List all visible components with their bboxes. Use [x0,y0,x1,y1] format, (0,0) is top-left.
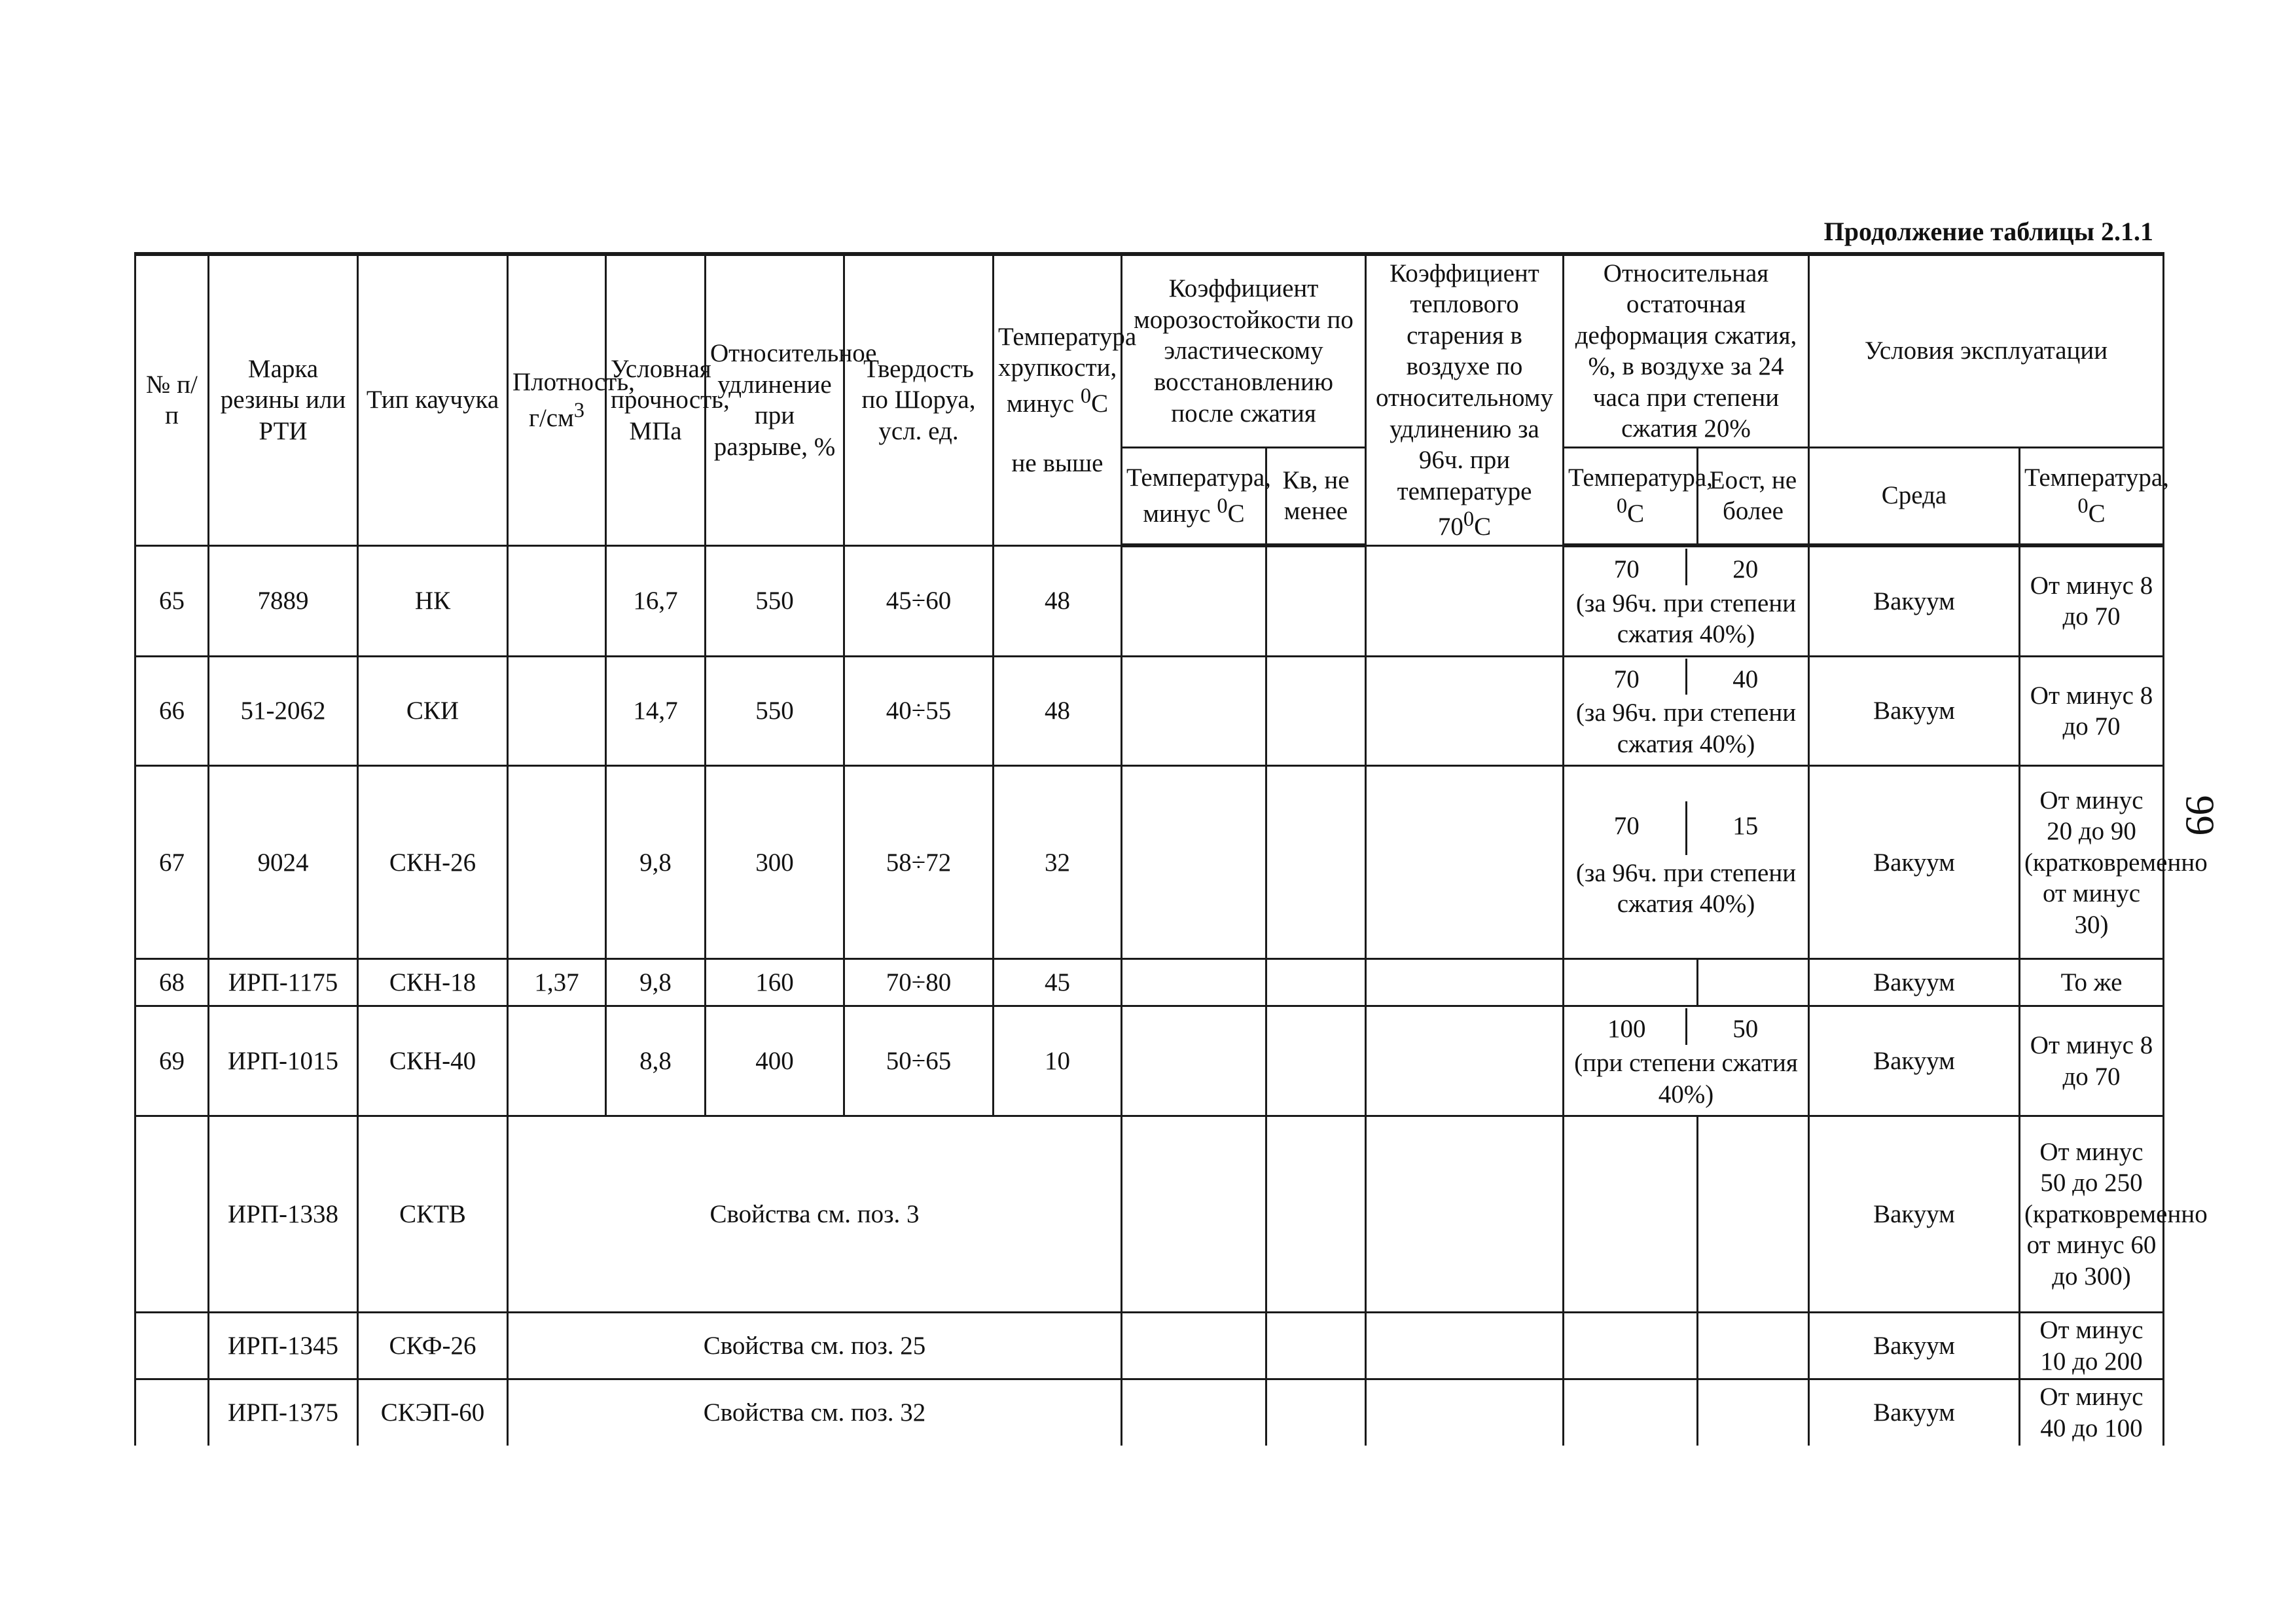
cell-op-temp: От минус 20 до 90 (кратковременно от минус 30) [2020,766,2164,959]
cell-frost-temp [1122,1313,1266,1379]
cell-rubber-type: НК [358,545,508,656]
cell-num [135,1313,209,1379]
cell-medium: Вакуум [1809,766,2020,959]
table-row [135,1006,2164,1116]
cell-frost-temp [1122,1006,1266,1116]
table-row [135,1313,2164,1379]
cell-compression-note: (при степени сжатия 40%) [1574,1049,1798,1108]
cell-aging [1366,656,1564,766]
cell-compression-note: (за 96ч. при степени сжатия 40%) [1575,699,1797,758]
cell-num: 66 [135,656,209,766]
cell-compression-set [1564,766,1809,959]
header-brittle-temp: Температура хрупкости, минус $^0$С не выше [994,254,1122,545]
cell-op-temp: От минус 8 до 70 [2020,656,2164,766]
header-compression-temp: Температура, $^0$С [1564,447,1698,545]
cell-num: 67 [135,766,209,959]
header-density: Плотность, $г/см^3$ [508,254,606,545]
cell-compression-temp: 100 [1568,1008,1687,1045]
header-frost-kv: Кв, не менее [1266,447,1366,545]
cell-strength: 9,8 [606,959,706,1006]
cell-compression-temp [1564,1379,1698,1446]
cell-properties-reference: Свойства см. поз. 3 [508,1116,1122,1313]
cell-grade: ИРП-1175 [209,959,358,1006]
cell-compression-eost [1698,1313,1809,1379]
cell-medium: Вакуум [1809,545,2020,656]
header-num: № п/п [135,254,209,545]
cell-rubber-type: СКФ-26 [358,1313,508,1379]
cell-compression-temp [1564,1116,1698,1313]
cell-aging [1366,959,1564,1006]
cell-grade: ИРП-1015 [209,1006,358,1116]
cell-rubber-type: СКТВ [358,1116,508,1313]
cell-properties-reference: Свойства см. поз. 32 [508,1379,1122,1446]
header-frost-coefficient: Коэффициент морозостойкости по эластическому восстановлению после сжатия [1122,254,1366,447]
header-elongation: Относительное удлинение при разрыве, % [706,254,844,545]
cell-frost-temp [1122,656,1266,766]
cell-compression-eost [1698,959,1809,1006]
cell-medium: Вакуум [1809,959,2020,1006]
cell-frost-kv [1266,766,1366,959]
cell-strength: 16,7 [606,545,706,656]
cell-grade: ИРП-1345 [209,1313,358,1379]
cell-elongation: 550 [706,545,844,656]
cell-compression-note: (за 96ч. при степени сжатия 40%) [1575,589,1797,649]
cell-rubber-type: СКЭП-60 [358,1379,508,1446]
cell-num [135,1379,209,1446]
cell-hardness: 40÷55 [844,656,994,766]
cell-hardness: 45÷60 [844,545,994,656]
cell-compression-temp: 70 [1568,659,1687,695]
cell-grade: ИРП-1338 [209,1116,358,1313]
cell-compression-eost [1698,1116,1809,1313]
table-row [135,766,2164,959]
cell-density [508,766,606,959]
cell-elongation: 160 [706,959,844,1006]
header-operation-conditions: Условия эксплуатации [1809,254,2164,447]
cell-grade: 9024 [209,766,358,959]
cell-op-temp: От минус 8 до 70 [2020,545,2164,656]
cell-brittle-temp: 48 [994,545,1122,656]
cell-compression-eost: 20 [1732,555,1759,583]
cell-aging [1366,1116,1564,1313]
cell-num: 68 [135,959,209,1006]
header-strength: Условная прочность, МПа [606,254,706,545]
cell-frost-temp [1122,1116,1266,1313]
cell-compression-temp: 70 [1568,549,1687,585]
cell-aging [1366,1379,1564,1446]
cell-op-temp: От минус 50 до 250 (кратковременно от минус 60 до 300) [2020,1116,2164,1313]
cell-compression-set [1564,545,1809,656]
cell-compression-eost: 40 [1732,665,1759,693]
cell-rubber-type: СКН-26 [358,766,508,959]
header-frost-temp: Температура, минус $^0$С [1122,447,1266,545]
cell-compression-eost [1698,1379,1809,1446]
cell-frost-temp [1122,959,1266,1006]
cell-hardness: 70÷80 [844,959,994,1006]
cell-frost-kv [1266,959,1366,1006]
table-row [135,656,2164,766]
cell-strength: 14,7 [606,656,706,766]
cell-elongation: 550 [706,656,844,766]
header-grade: Марка резины или РТИ [209,254,358,545]
cell-frost-temp [1122,1379,1266,1446]
cell-medium: Вакуум [1809,1006,2020,1116]
header-compression-eost: Еост, не более [1698,447,1809,545]
cell-op-temp: То же [2020,959,2164,1006]
cell-density [508,545,606,656]
cell-compression-note: (за 96ч. при степени сжатия 40%) [1575,858,1797,919]
cell-frost-kv [1266,1116,1366,1313]
cell-aging [1366,766,1564,959]
header-hardness: Твердость по Шоруа, усл. ед. [844,254,994,545]
cell-frost-kv [1266,656,1366,766]
cell-frost-kv [1266,545,1366,656]
cell-compression-set [1564,656,1809,766]
cell-brittle-temp: 32 [994,766,1122,959]
table-row [135,1116,2164,1313]
cell-rubber-type: СКН-18 [358,959,508,1006]
cell-num: 65 [135,545,209,656]
cell-density [508,656,606,766]
cell-medium: Вакуум [1809,656,2020,766]
cell-aging [1366,1006,1564,1116]
cell-rubber-type: СКИ [358,656,508,766]
cell-op-temp: От минус 40 до 100 [2020,1379,2164,1446]
cell-num [135,1116,209,1313]
cell-medium: Вакуум [1809,1313,2020,1379]
cell-brittle-temp: 45 [994,959,1122,1006]
cell-elongation: 400 [706,1006,844,1116]
table-row [135,545,2164,656]
cell-compression-set [1564,1006,1809,1116]
cell-compression-temp [1564,1313,1698,1379]
cell-grade: 51-2062 [209,656,358,766]
header-compression-set: Относительная остаточная деформация сжатия, %, в воздухе за 24 часа при степени сжатия 20% [1564,254,1809,447]
cell-frost-temp [1122,545,1266,656]
cell-brittle-temp: 10 [994,1006,1122,1116]
cell-op-temp: От минус 8 до 70 [2020,1006,2164,1116]
table-caption: Продолжение таблицы 2.1.1 [1823,217,2153,246]
cell-medium: Вакуум [1809,1116,2020,1313]
cell-frost-kv [1266,1379,1366,1446]
cell-elongation: 300 [706,766,844,959]
header-rubber-type: Тип каучука [358,254,508,545]
cell-properties-reference: Свойства см. поз. 25 [508,1313,1122,1379]
cell-density: 1,37 [508,959,606,1006]
cell-brittle-temp: 48 [994,656,1122,766]
cell-compression-eost: 15 [1732,812,1759,841]
cell-compression-temp [1564,959,1698,1006]
cell-strength: 9,8 [606,766,706,959]
cell-grade: ИРП-1375 [209,1379,358,1446]
cell-op-temp: От минус 10 до 200 [2020,1313,2164,1379]
cell-aging [1366,1313,1564,1379]
cell-grade: 7889 [209,545,358,656]
cell-hardness: 50÷65 [844,1006,994,1116]
page-number: 99 [2177,795,2222,836]
cell-compression-temp: 70 [1568,801,1687,855]
header-medium: Среда [1809,447,2020,545]
cell-medium: Вакуум [1809,1379,2020,1446]
cell-frost-kv [1266,1006,1366,1116]
cell-aging [1366,545,1564,656]
cell-frost-temp [1122,766,1266,959]
cell-compression-eost: 50 [1732,1015,1759,1044]
cell-density [508,1006,606,1116]
cell-frost-kv [1266,1313,1366,1379]
cell-rubber-type: СКН-40 [358,1006,508,1116]
cell-strength: 8,8 [606,1006,706,1116]
table-row [135,959,2164,1006]
cell-hardness: 58÷72 [844,766,994,959]
header-aging-coefficient: Коэффициент теплового старения в воздухе по относительному удлинению за 96ч. при температуре $70^0С$ [1366,254,1564,545]
table-row [135,1379,2164,1446]
header-op-temp: Температура, $^0$С [2020,447,2164,545]
cell-num: 69 [135,1006,209,1116]
